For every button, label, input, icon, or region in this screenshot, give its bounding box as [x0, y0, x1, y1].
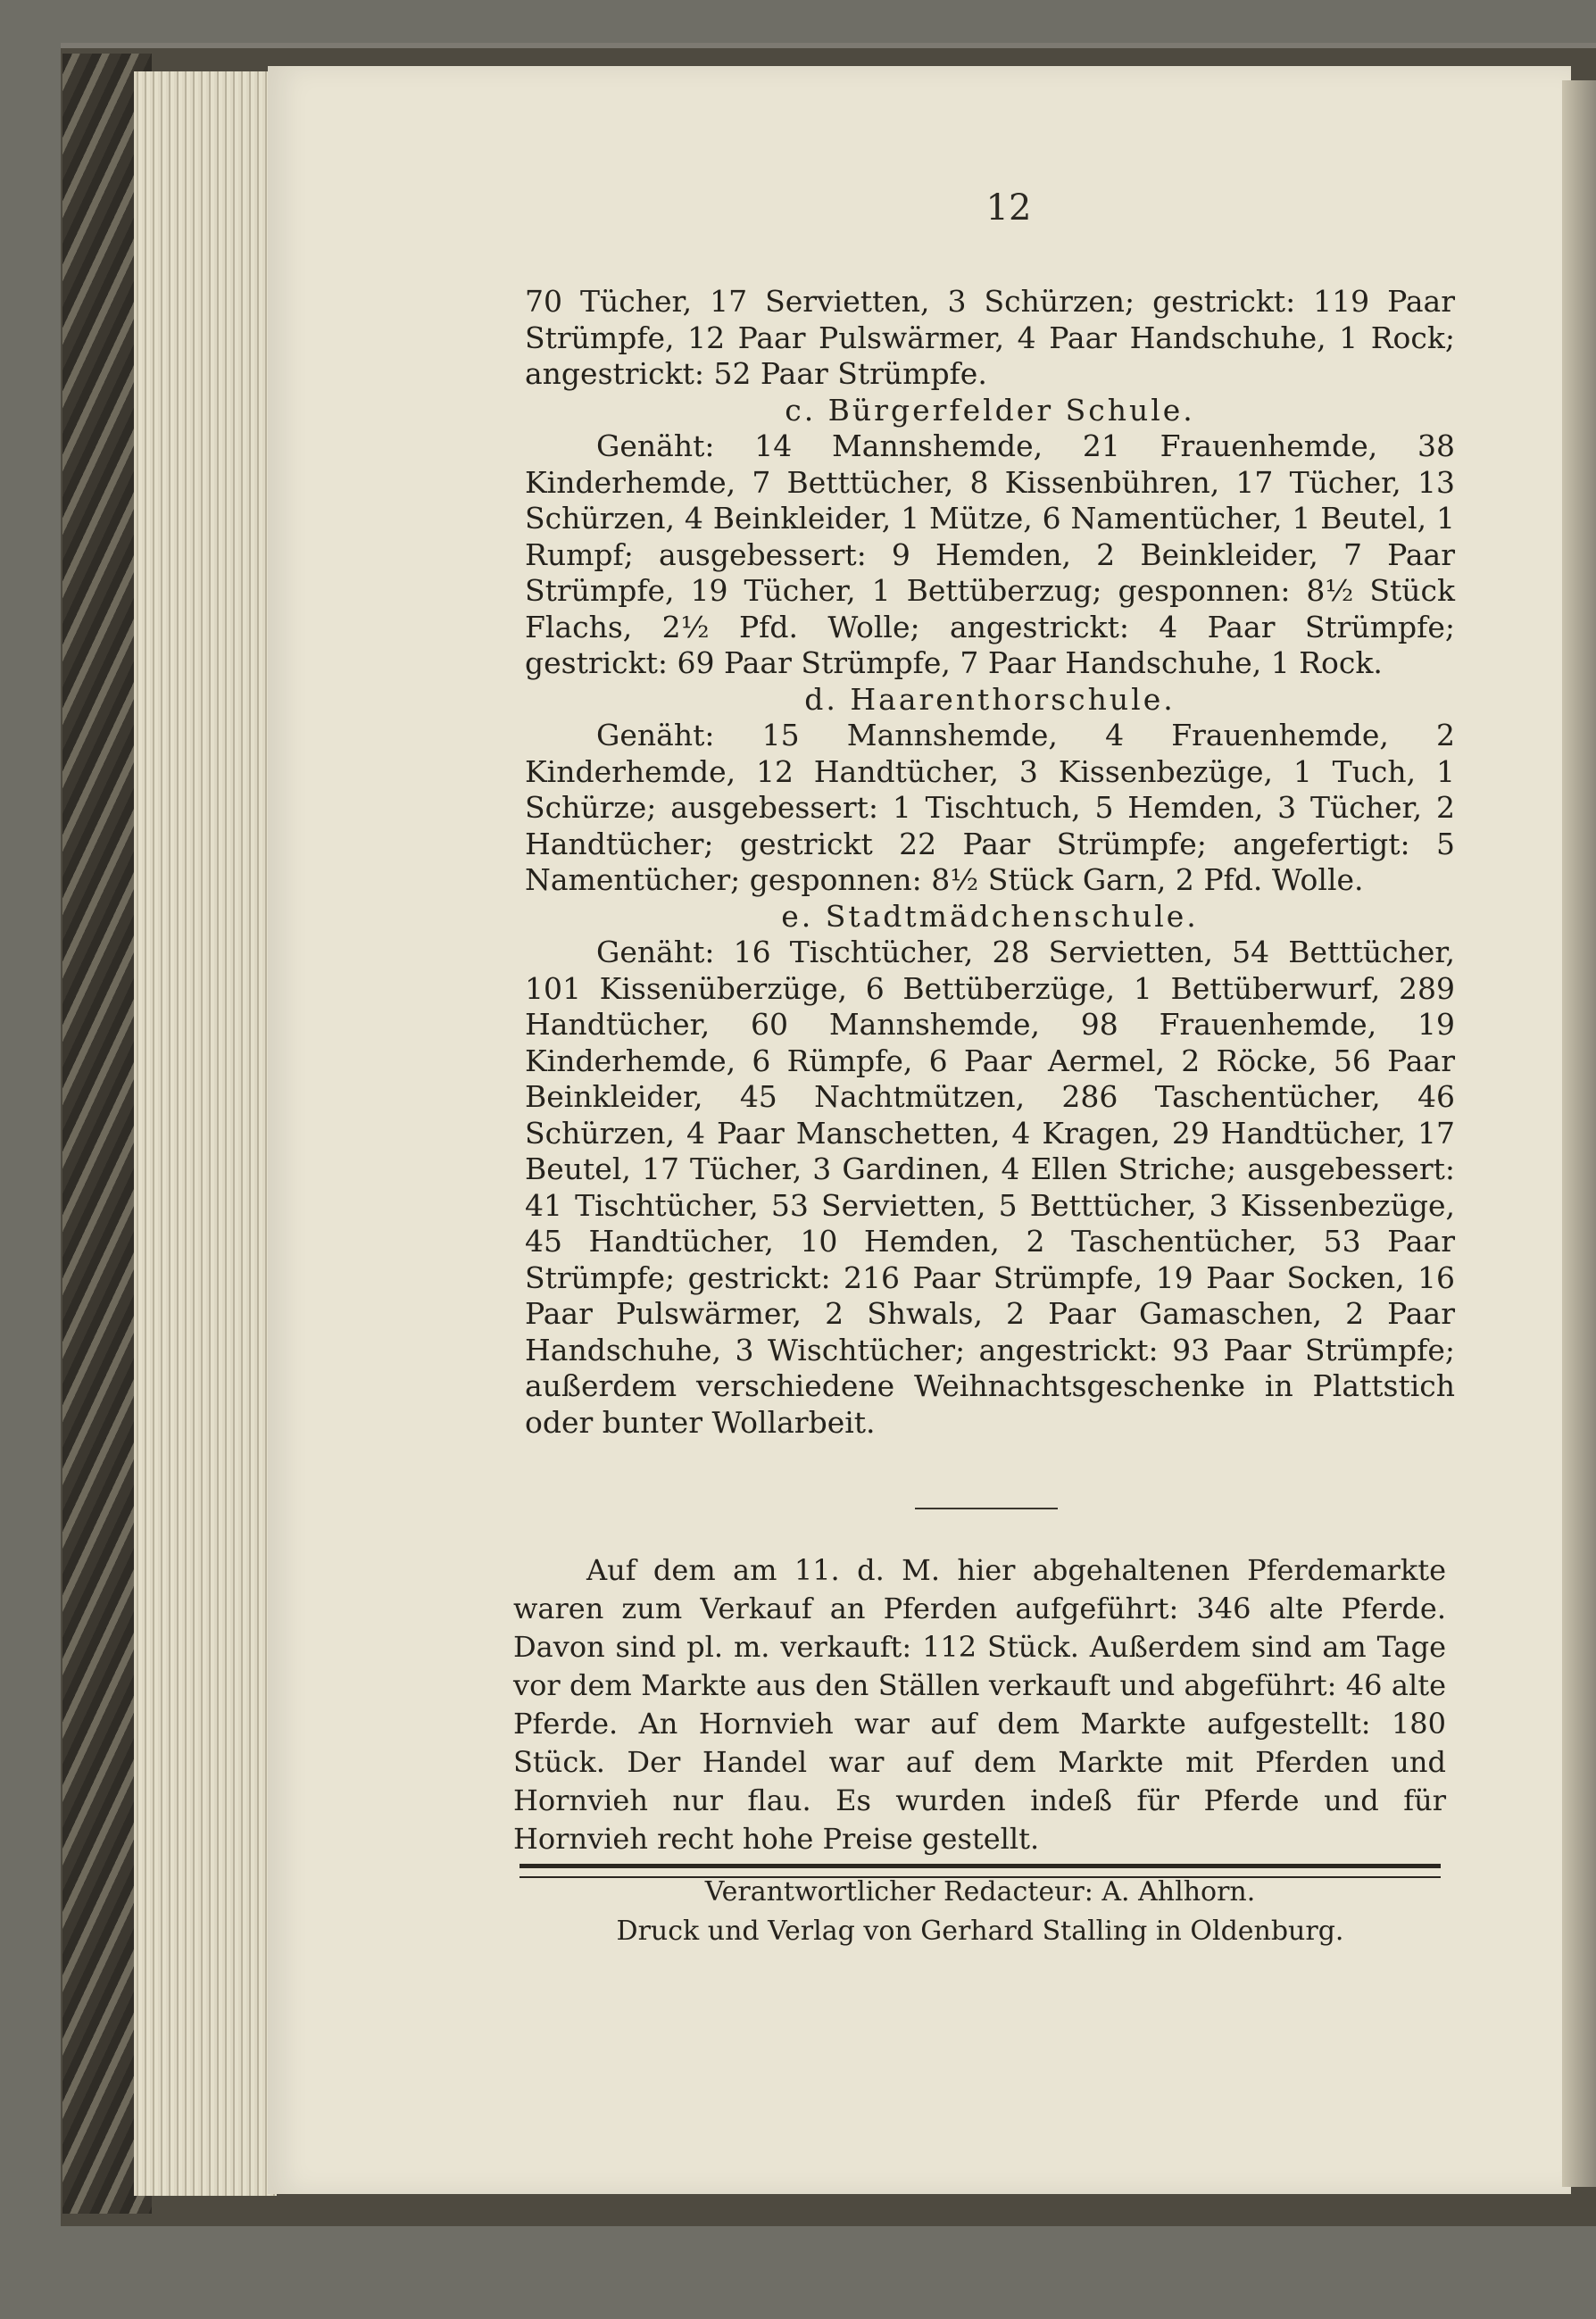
market-text — [513, 1551, 1446, 1858]
paragraph-top: 70 Tücher, 17 Servietten, 3 Schürzen; gestrickt: 119 Paar Strümpfe, 12 Paar Pulswärmer, 4 Paar Handschuhe, 1 Rock; angestrickt: 52 Paar Strümpfe. — [525, 284, 1455, 391]
paragraph-c: Genäht: 14 Mannshemde, 21 Frauenhemde, 38 Kinderhemde, 7 Betttücher, 8 Kissenbühren, 17 Tücher, 13 Schürzen, 4 Beinkleider, 1 Mütze, 6 Namentücher, 1 Beutel, 1 Rumpf; ausgebessert: 9 Hemden, 2 Beinkleider, 7 Paar Strümpfe, 19 Tücher, 1 Bettüberzug; gesponnen: 8½ Stück Flachs, 2½ Pfd. Wolle; angestrickt: 4 Paar Strümpfe; gestrickt: 69 Paar Strümpfe, 7 Paar Handschuhe, 1 Rock. — [525, 428, 1455, 680]
page-number: 12 — [985, 187, 1032, 229]
paragraph-market: Auf dem am 11. d. M. hier abgehaltenen Pferdemarkte waren zum Verkauf an Pferden aufgeführt: 346 alte Pferde. Davon sind pl. m. verkauft: 112 Stück. Außerdem sind am Tage vor dem Markte aus den Ställen verkauft und abgeführt: 46 alte Pferde. An Hornvieh war auf dem Markte aufgestellt: 180 Stück. Der Handel war auf dem Markte mit Pferden und Hornvieh nur flau. Es wurden indeß für Pferde und für Hornvieh recht hohe Preise gestellt. — [513, 1553, 1446, 1856]
printer-line: Druck und Verlag von Gerhard Stalling in Oldenburg. — [616, 1916, 1344, 1947]
editor-line: Verantwortlicher Redacteur: A. Ahlhorn. — [704, 1876, 1256, 1908]
heading-d: d. Haarenthorschule. — [804, 681, 1176, 717]
paragraph-d: Genäht: 15 Mannshemde, 4 Frauenhemde, 2 Kinderhemde, 12 Handtücher, 3 Kissenbezüge, 1 Tuch, 1 Schürze; ausgebessert: 1 Tischtuch, 5 Hemden, 3 Tücher, 2 Handtücher; gestrickt 22 Paar Strümpfe; angefertigt: 5 Namentücher; gesponnen: 8½ Stück Garn, 2 Pfd. Wolle. — [525, 718, 1455, 897]
page-stack — [134, 71, 277, 2196]
section-divider — [915, 1508, 1058, 1509]
heading-c: c. Bürgerfelder Schule. — [785, 392, 1195, 428]
page-edge — [1562, 80, 1596, 2187]
main-text — [525, 284, 1455, 1441]
heading-e: e. Stadtmädchenschule. — [781, 898, 1199, 934]
paragraph-e: Genäht: 16 Tischtücher, 28 Servietten, 54 Betttücher, 101 Kissenüberzüge, 6 Bettüberzüge, 1 Bettüberwurf, 289 Handtücher, 60 Mannshemde, 98 Frauenhemde, 19 Kinderhemde, 6 Rümpfe, 6 Paar Aermel, 2 Röcke, 56 Paar Beinkleider, 45 Nachtmützen, 286 Taschentücher, 46 Schürzen, 4 Paar Manschetten, 4 Kragen, 29 Handtücher, 17 Beutel, 17 Tücher, 3 Gardinen, 4 Ellen Striche; ausgebessert: 41 Tischtücher, 53 Servietten, 5 Betttücher, 3 Kissenbezüge, 45 Handtücher, 10 Hemden, 2 Taschentücher, 53 Paar Strümpfe; gestrickt: 216 Paar Strümpfe, 19 Paar Socken, 16 Paar Pulswärmer, 2 Shwals, 2 Paar Gamaschen, 2 Paar Handschuhe, 3 Wischtücher; angestrickt: 93 Paar Strümpfe; außerdem verschiedene Weihnachtsgeschenke in Plattstich oder bunter Wollarbeit. — [525, 935, 1455, 1440]
